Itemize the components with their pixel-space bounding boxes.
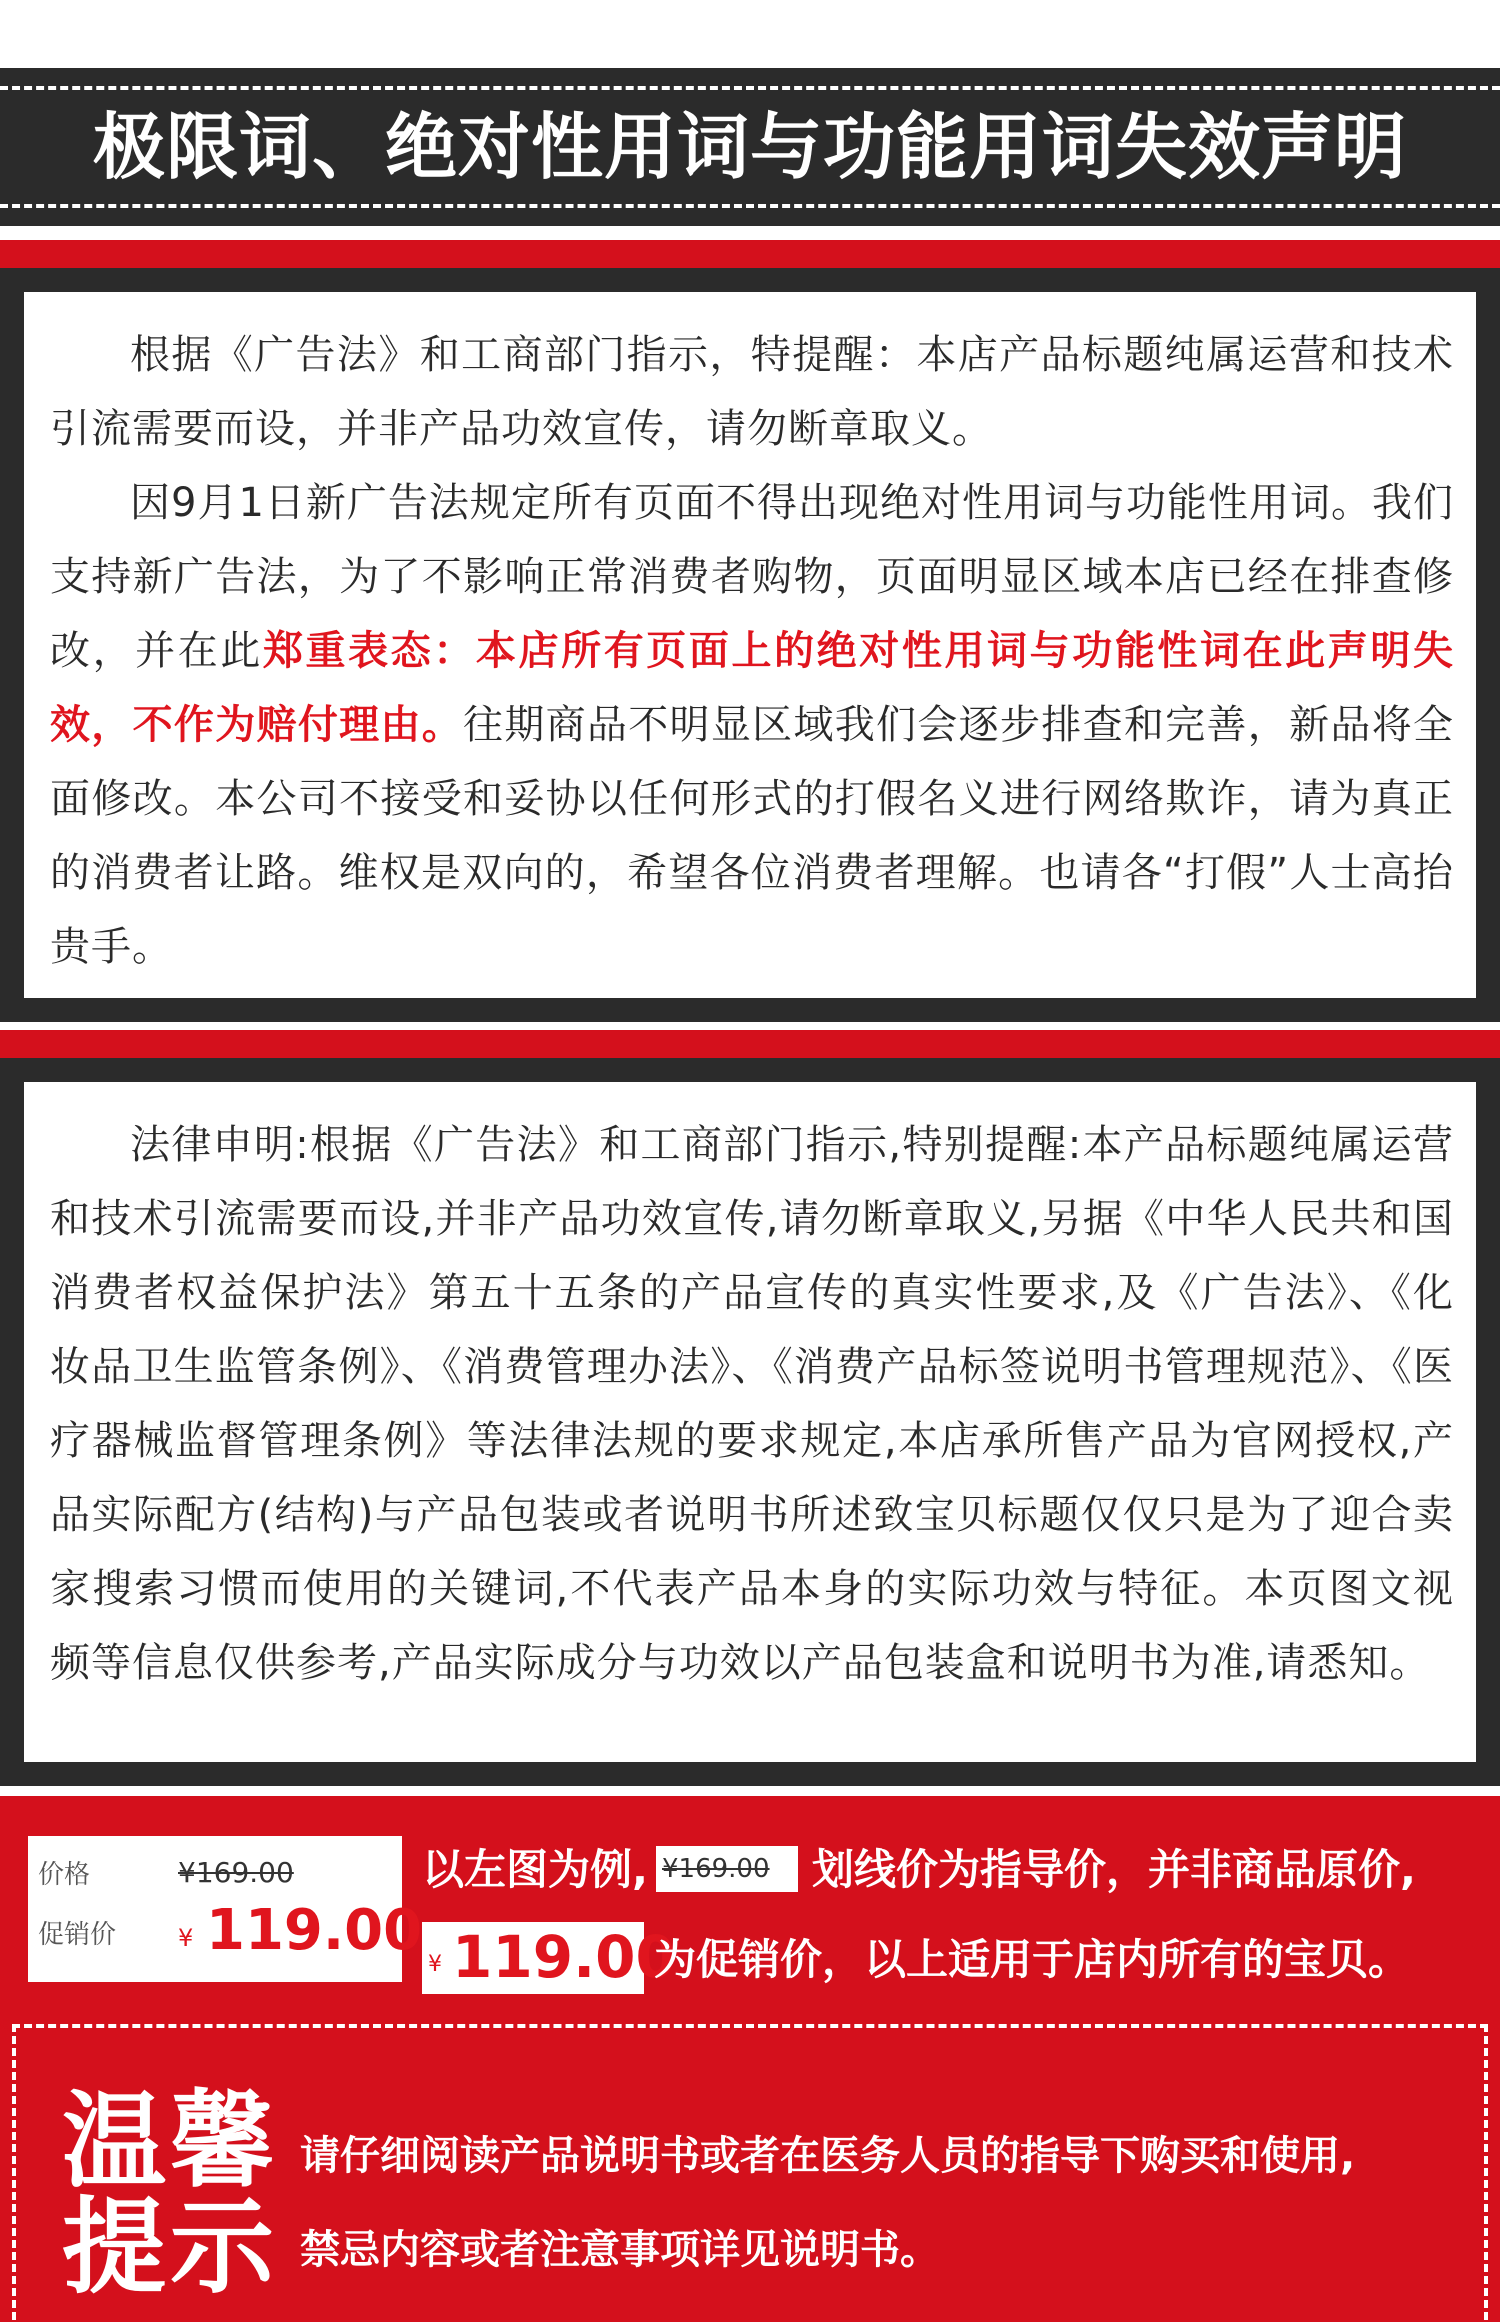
divider-red-bar <box>0 240 1500 268</box>
warm-tips-line-2: 禁忌内容或者注意事项详见说明书。 <box>300 2227 940 2273</box>
warm-tips-line-1: 请仔细阅读产品说明书或者在医务人员的指导下购买和使用, <box>300 2133 1356 2179</box>
promo-price: 119.00 <box>206 1898 423 1963</box>
notice-text-end: 往期商品不明显区域我们会逐步排查和完善，新品将全面修改。本公司不接受和妥协以任何形式的打假名义进行网络欺诈，请为真正的消费者让路。维权是双向的，希望各位消费者理解。也请各“打假”人士高抬贵手。 <box>50 702 1455 970</box>
price-text-line1a: 以左图为例, <box>422 1845 648 1894</box>
notice-panel-2 <box>0 1058 1500 1786</box>
price-text-line2: 为促销价，以上适用于店内所有的宝贝。 <box>654 1935 1411 1984</box>
yen-symbol: ¥ <box>428 1952 442 1977</box>
notice-paragraph-2 <box>50 466 1454 984</box>
price-explanation-section <box>0 1796 1500 2322</box>
page-header <box>0 68 1500 226</box>
strikethrough-price-chip <box>656 1846 798 1892</box>
notice-paragraph-1: 根据《广告法》和工商部门指示，特提醒：本店产品标题纯属运营和技术引流需要而设，并非产品功效宣传，请勿断章取义。 <box>50 332 1454 452</box>
warm-tips-box <box>12 2024 1488 2322</box>
notice-box-1 <box>24 292 1476 998</box>
notice-highlight-statement: 郑重表态：本店所有页面上的绝对性用词与功能性词在此声明失效，不作为赔付理由。 <box>50 628 1454 748</box>
promo-price-chip <box>422 1922 676 1994</box>
header-dashed-line-bottom <box>0 204 1500 208</box>
warm-tips-heading-1: 温馨 <box>62 2080 279 2202</box>
original-price: ¥169.00 <box>178 1856 294 1889</box>
warm-tips-heading-2: 提示 <box>62 2186 279 2308</box>
price-text-line1b: 划线价为指导价，并非商品原价, <box>812 1845 1416 1894</box>
notice-box-2 <box>24 1082 1476 1762</box>
yen-symbol: ¥ <box>178 1924 194 1952</box>
strikethrough-price: ¥169.00 <box>662 1854 770 1884</box>
notice-panel-1 <box>0 268 1500 1022</box>
price-label: 价格 <box>38 1860 91 1890</box>
header-dashed-line-top <box>0 86 1500 90</box>
promo-price: 119.00 <box>452 1923 676 1991</box>
page-title: 极限词、绝对性用词与功能用词失效声明 <box>92 105 1407 189</box>
notice-text-start: 因9月1日新广告法规定所有页面不得出现绝对性用词与功能性用词。我们支持新广告法，为了不影响正常消费者购物，页面明显区域本店已经在排查修改，并在此 <box>50 480 1454 674</box>
promo-label: 促销价 <box>38 1920 117 1950</box>
price-tag-example <box>28 1836 423 1982</box>
divider-red-bar <box>0 1030 1500 1058</box>
legal-statement: 法律申明:根据《广告法》和工商部门指示,特别提醒:本产品标题纯属运营和技术引流需要而设,并非产品功效宣传,请勿断章取义,另据《中华人民共和国消费者权益保护法》第五十五条的产品宣传的真实性要求,及《广告法》、《化妆品卫生监管条例》、《消费管理办法》、《消费产品标签说明书管理规范》、《医疗器械监督管理条例》等法律法规的要求规定,本店承所售产品为官网授权,产品实际配方(结构)与产品包装或者说明书所述致宝贝标题仅仅只是为了迎合卖家搜索习惯而使用的关键词,不代表产品本身的实际功效与特征。本页图文视频等信息仅供参考,产品实际成分与功效以产品包装盒和说明书为准,请悉知。 <box>50 1122 1454 1686</box>
